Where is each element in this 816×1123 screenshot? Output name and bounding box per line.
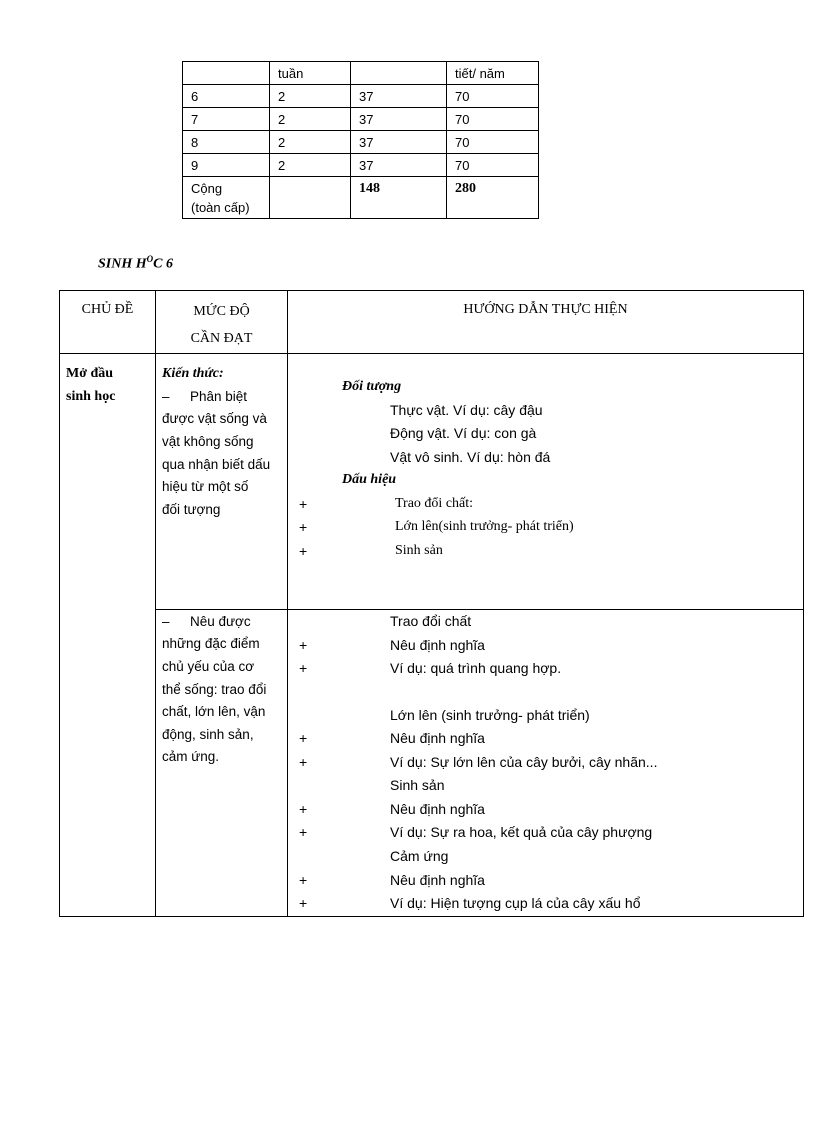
bullet: + (299, 660, 308, 676)
heading-text-rest: C 6 (153, 256, 173, 272)
table-cell: 7 (183, 108, 270, 131)
guide-item: Nêu định nghĩa (390, 872, 485, 888)
heading-text: SINH H (98, 256, 147, 272)
guide-item: Nêu định nghĩa (390, 801, 485, 817)
guide-item: Sinh sản (395, 543, 443, 558)
table-cell: 280 (447, 177, 539, 219)
bullet: + (299, 754, 308, 770)
bullet: + (299, 872, 308, 888)
table-total-row (183, 177, 539, 219)
bullet: + (299, 730, 308, 746)
table-row (183, 85, 539, 108)
guide-item: Vật vô sinh. Ví dụ: hòn đá (390, 449, 551, 465)
table-cell (351, 62, 447, 85)
table-cell: 70 (447, 85, 539, 108)
table-border-right (803, 290, 804, 917)
heading-sup: O (146, 254, 154, 264)
table-col-divider (287, 290, 288, 917)
table-cell: 6 (183, 85, 270, 108)
table-cell: 37 (351, 131, 447, 154)
table-cell (183, 177, 270, 219)
topic-cell (66, 363, 115, 408)
total-label-line1: Cộng (191, 181, 223, 196)
table-cell: 37 (351, 85, 447, 108)
total-label-line2: (toàn cấp) (191, 200, 250, 215)
table-row (183, 131, 539, 154)
level-line: cảm ứng. (162, 749, 220, 764)
table-cell (270, 177, 351, 219)
table-cell (183, 62, 270, 85)
bullet: + (299, 543, 308, 559)
bullet: + (299, 519, 308, 535)
level-line: những đặc điểm (162, 636, 260, 651)
guide-title: Sinh sản (390, 777, 445, 793)
guide-item: Ví dụ: Sự lớn lên của cây bưởi, cây nhãn... (390, 754, 658, 770)
table-cell: 2 (270, 85, 351, 108)
table-border-row (155, 609, 804, 610)
bullet: + (299, 637, 308, 653)
table-row (183, 62, 539, 85)
header-level-line2: CẦN ĐẠT (190, 331, 253, 346)
table-cell: tuần (270, 62, 351, 85)
table-cell: 70 (447, 154, 539, 177)
table-cell: 8 (183, 131, 270, 154)
guide-item: Nêu định nghĩa (390, 637, 485, 653)
table-row (183, 154, 539, 177)
level-cell-1 (162, 363, 224, 386)
guide-item: Ví dụ: Hiện tượng cụp lá của cây xấu hổ (390, 895, 641, 911)
guide-item: Ví dụ: quá trình quang hợp. (390, 660, 562, 676)
bullet: + (299, 824, 308, 840)
bullet: + (299, 895, 308, 911)
bullet: + (299, 801, 308, 817)
level-line: hiệu từ một số (162, 479, 249, 494)
guide-item: Trao đổi chất: (395, 496, 474, 511)
guide-item: Động vật. Ví dụ: con gà (390, 425, 537, 441)
topic-line: sinh học (66, 388, 116, 404)
level-line: chất, lớn lên, vận (162, 704, 266, 719)
guide-title: Dấu hiệu (342, 472, 397, 487)
header-guide: HƯỚNG DẪN THỰC HIỆN (463, 302, 628, 317)
level-line: qua nhận biết dấu (162, 457, 271, 472)
guide-title: Cảm ứng (390, 848, 449, 864)
level-dash: – (162, 614, 170, 629)
level-line: vật không sống (162, 434, 254, 449)
guide-item: Nêu định nghĩa (390, 730, 485, 746)
table-cell: 148 (351, 177, 447, 219)
level-line: Nêu được (190, 614, 251, 629)
guide-title: Lớn lên (sinh trưởng- phát triển) (390, 707, 590, 723)
table-row (183, 108, 539, 131)
header-topic: CHỦ ĐỀ (81, 302, 134, 317)
table-cell: 2 (270, 108, 351, 131)
level-line: động, sinh sản, (162, 727, 254, 742)
table-col-divider (155, 290, 156, 917)
table-border-header (59, 353, 804, 354)
level-title: Kiến thức: (162, 366, 224, 381)
guide-title: Đối tượng (342, 379, 402, 394)
section-heading (98, 254, 173, 273)
class-hours-table (182, 61, 539, 219)
bullet: + (299, 496, 308, 512)
topic-line: Mở đầu (66, 366, 114, 381)
header-level-line1: MỨC ĐỘ (193, 304, 250, 319)
table-cell: 2 (270, 154, 351, 177)
table-border-top (59, 290, 804, 291)
table-cell: 70 (447, 131, 539, 154)
table-cell: 37 (351, 108, 447, 131)
table-cell: 70 (447, 108, 539, 131)
level-line: đối tượng (162, 502, 221, 517)
guide-item: Lớn lên(sinh trưởng- phát triển) (395, 519, 574, 534)
table-cell: tiết/ năm (447, 62, 539, 85)
table-cell: 37 (351, 154, 447, 177)
table-border-bottom (59, 916, 804, 917)
level-dash: – (162, 389, 170, 404)
level-line: Phân biệt (190, 389, 248, 404)
level-line: thể sống: trao đổi (162, 682, 267, 697)
table-border-left (59, 290, 60, 917)
level-line: chủ yếu của cơ (162, 659, 255, 674)
guide-title: Trao đổi chất (390, 613, 472, 629)
level-line: được vật sống và (162, 411, 267, 426)
guide-item: Ví dụ: Sự ra hoa, kết quả của cây phượng (390, 824, 653, 840)
header-level (156, 298, 287, 353)
table-cell: 2 (270, 131, 351, 154)
table-cell: 9 (183, 154, 270, 177)
guide-item: Thực vật. Ví dụ: cây đậu (390, 402, 543, 418)
